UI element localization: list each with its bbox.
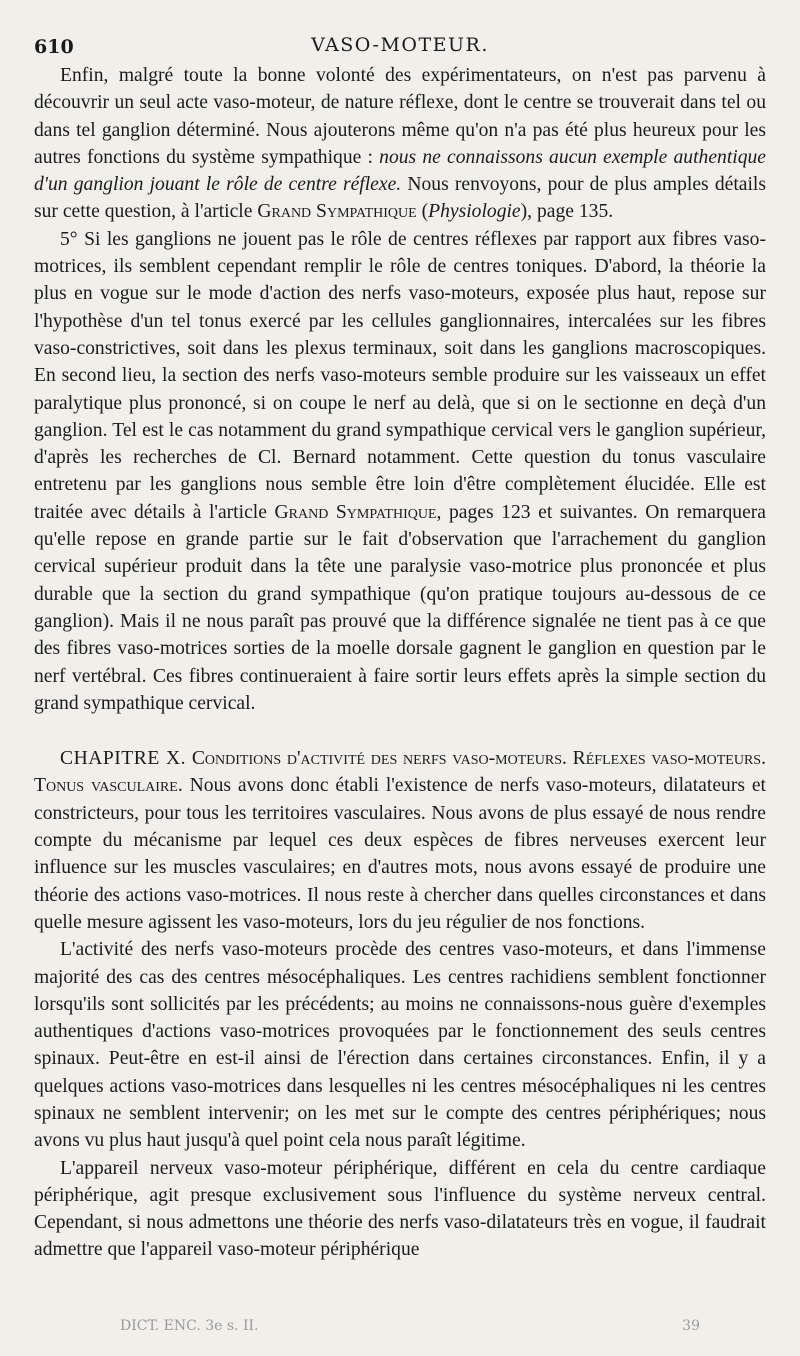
text-run: ( xyxy=(416,201,429,223)
text-run: Nous avons donc établi l'existence de nerfs vaso-moteurs, dilatateurs et constricteurs, pour tous les territoires vasculaires. Nous avons de plus essayé de nous rendre compte du mécanisme par lequel ces deux espèces de fibres nerveuses exercent leur influence sur les muscles vasculaires; en d'autres mots, nous avons essayé de produire une théorie des actions vaso-motrices. Il nous reste à chercher dans quelles circonstances et dans quelle mesure agissent les vaso-moteurs, lors du jeu régulier de nos fonctions. xyxy=(34,775,766,933)
chapter-title: Conditions d'activité des nerfs vaso-moteurs. Réflexes vaso-moteurs. Tonus vasculaire. xyxy=(34,748,766,797)
page-number: 610 xyxy=(34,36,74,58)
paragraph-4: L'activité des nerfs vaso-moteurs procède des centres vaso-moteurs, et dans l'immense majorité des cas des centres mésocéphaliques. Les centres rachidiens semblent fonctionner lorsqu'ils sont sollicités par les précédents; au moins ne connaissons-nous guère d'exemples authentiques d'actions vaso-motrices provoquées par le fonctionnement des seuls centres spinaux. Peut-être en est-il ainsi de l'érection dans certaines circonstances. Enfin, il y a quelques actions vaso-motrices dans lesquelles ni les centres mésocéphaliques ni les centres spinaux ne semblent intervenir; on les met sur le compte des centres périphériques; nous avons vu plus haut jusqu'à quel point cela nous paraît légitime. xyxy=(34,939,766,1152)
signature-mark: 39 xyxy=(682,1318,700,1334)
text-run: 5° Si les ganglions ne jouent pas le rôle de centres réflexes par rapport aux fibres vaso-motrices, ils semblent cependant remplir le rôle de centres toniques. D'abord, la théorie la plus en vogue sur le mode d'action des nerfs vaso-moteurs, exposée plus haut, repose sur l'hypothèse d'un tel tonus exercé par les cellules ganglionnaires, intercalées sur les fibres vaso-constrictives, soit dans les plexus terminaux, soit dans les ganglions macroscopiques. En second lieu, la section des nerfs vaso-moteurs semble produire sur les vaisseaux un effet paralytique plus prononcé, si on coupe le nerf au delà, que si on le sectionne en deçà d'un ganglion. Tel est le cas notamment du grand sympathique cervical vers le ganglion supérieur, d'après les recherches de Cl. Bernard notamment. Cette question du tonus vasculaire entretenu par les ganglions nous semble être loin d'être complètement élucidée. Elle est traitée avec détails à l'article xyxy=(34,228,766,523)
text-run: Enfin, malgré toute la bonne volonté des expérimentateurs, on n'est pas parvenu à découvrir un seul acte vaso-moteur, de nature réflexe, dont le centre se trouverait dans tel ou dans tel ganglion déterminé. Nous ajouterons même qu'on n'a pas été plus heureux pour les autres fonctions du système sympathique : xyxy=(34,65,766,168)
chapter-paragraph xyxy=(34,745,766,936)
page-header xyxy=(34,22,766,62)
text-run: Nous renvoyons, pour de plus amples détails sur cette question, à l'article xyxy=(34,174,766,223)
paragraph-1 xyxy=(34,62,766,226)
chapter-label: CHAPITRE X. xyxy=(60,748,187,770)
body-text xyxy=(34,62,766,1264)
text-run: ), page 135. xyxy=(520,201,614,223)
paragraph-2 xyxy=(34,226,766,717)
italic-emphasis: nous ne connaissons aucun exemple authentique d'un ganglion jouant le rôle de centre réflexe. xyxy=(34,146,766,196)
cross-reference-subtitle: Physiologie xyxy=(428,201,521,223)
paragraph-5: L'appareil nerveux vaso-moteur périphérique, différent en cela du centre cardiaque périphérique, agit presque exclusivement sous l'influence du système nerveux central. Cependant, si nous admettons une théorie des nerfs vaso-dilatateurs très en vogue, il faudrait admettre que l'appareil vaso-moteur périphérique xyxy=(34,1157,766,1261)
cross-reference: Grand Sympathique xyxy=(257,201,417,223)
printer-signature: DICT. ENC. 3e s. II. xyxy=(120,1318,259,1334)
text-run: , pages 123 et suivantes. On remarquera qu'elle repose en grande partie sur le fait d'observation que l'arrachement du ganglion cervical supérieur produit dans la tête une paralysie vaso-motrice plus prononcée et plus durable que la section du grand sympathique (qu'on pratique toujours au-dessous de ce ganglion). Mais il ne nous paraît pas prouvé que la différence signalée ne tient pas à ce que des fibres vaso-motrices sorties de la moelle dorsale gagnent le ganglion en question par le nerf vertébral. Ces fibres continueraient à faire sortir leurs effets après la simple section du grand sympathique cervical. xyxy=(34,501,766,714)
running-title: VASO-MOTEUR. xyxy=(311,34,489,56)
cross-reference: Grand Sympathique xyxy=(274,501,437,523)
